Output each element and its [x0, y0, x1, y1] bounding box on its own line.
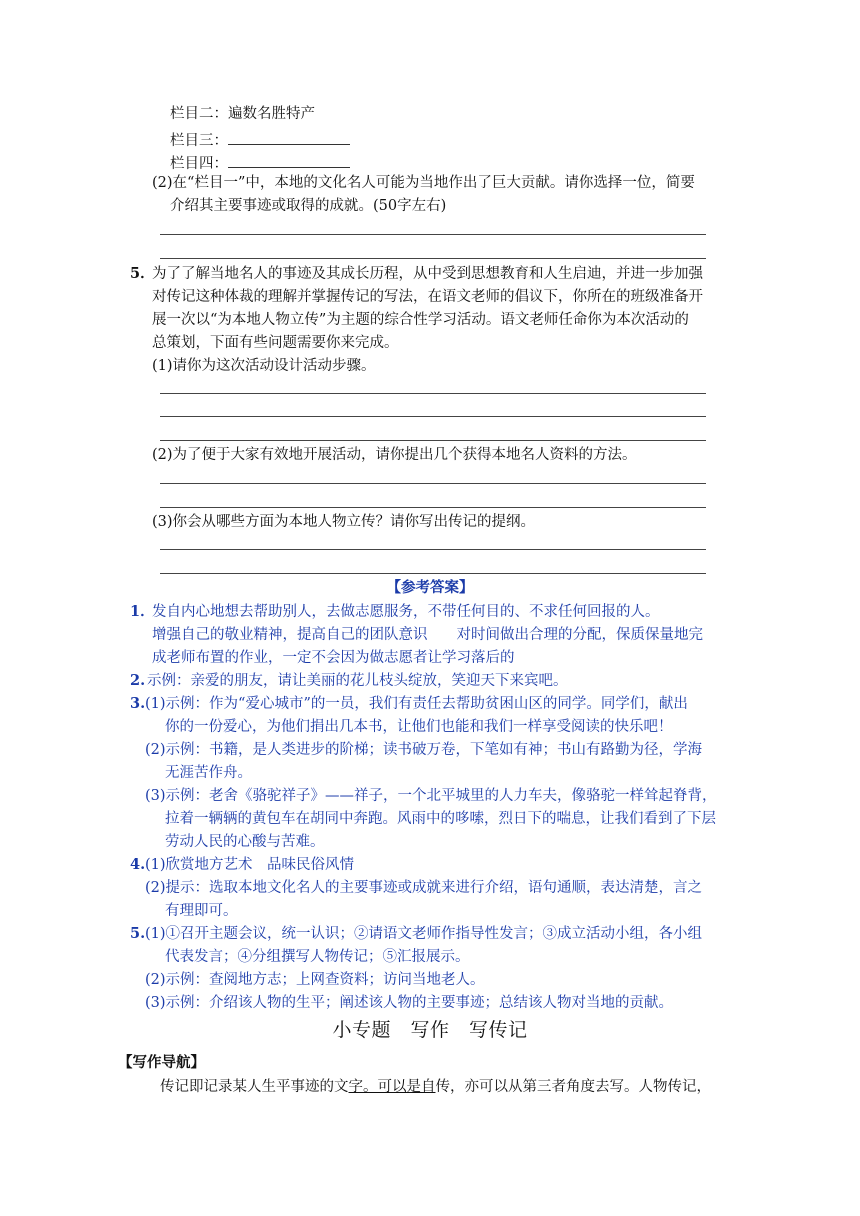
answers-heading: 【参考答案】: [386, 579, 474, 596]
answer-line[interactable]: [160, 507, 706, 508]
answer-4-2-line2: 有理即可。: [165, 903, 238, 919]
answer-1-line1: 发自内心地想去帮助别人，去做志愿服务，不带任何目的、不求任何回报的人。: [152, 604, 660, 620]
answer-3-3-line1: (3)示例：老舍《骆驼祥子》——祥子，一个北平城里的人力车夫，像骆驼一样耸起脊背，: [145, 788, 717, 804]
q5-sub3: (3)你会从哪些方面为本地人物立传？请你写出传记的提纲。: [152, 514, 536, 530]
answer-3-3-line3: 劳动人民的心酸与苦难。: [165, 834, 325, 850]
column-three-blank[interactable]: [228, 130, 350, 145]
column-three-line: [170, 130, 350, 151]
q5-line4: 总策划，下面有些问题需要你来完成。: [152, 335, 399, 351]
answer-3-number: 3.: [130, 695, 146, 712]
answer-line[interactable]: [160, 393, 706, 394]
answer-line[interactable]: [160, 234, 706, 235]
answer-line[interactable]: [160, 549, 706, 550]
answer-3-3-line2: 拉着一辆辆的黄包车在胡同中奔跑。风雨中的哆嗦，烈日下的喘息，让我们看到了下层: [165, 811, 716, 827]
answer-3-2-line1: (2)示例：书籍，是人类进步的阶梯；读书破万卷，下笔如有神；书山有路勤为径，学海: [145, 742, 703, 758]
guide-text-part1: 传记即记录某人生平事迹的文: [160, 1079, 349, 1095]
q5-line3: 展一次以“为本地人物立传”为主题的综合性学习活动。语文老师任命你为本次活动的: [152, 312, 689, 328]
column-four-line: [170, 153, 350, 174]
answer-2-number: 2.: [130, 672, 146, 689]
answer-5-1-line1: (1)①召开主题会议，统一认识；②请语文老师作指导性发言；③成立活动小组，各小组: [145, 926, 703, 942]
q5-sub1: (1)请你为这次活动设计活动步骤。: [152, 358, 376, 374]
answer-3-2-line2: 无涯苦作舟。: [165, 765, 252, 781]
answer-2: 示例：亲爱的朋友，请让美丽的花儿枝头绽放，笑迎天下来宾吧。: [147, 673, 568, 689]
answer-line[interactable]: [160, 483, 706, 484]
q4-sub2-line1: (2)在“栏目一”中，本地的文化名人可能为当地作出了巨大贡献。请你选择一位，简要: [152, 175, 695, 191]
guide-text-part2: 传，亦可以从第三者角度去写。人物传记，: [435, 1079, 711, 1095]
q5-line1: 为了了解当地名人的事迹及其成长历程，从中受到思想教育和人生启迪，并进一步加强: [152, 266, 703, 282]
guide-text-underlined: 字。可以是自: [348, 1079, 436, 1095]
q5-number: 5．: [130, 265, 155, 282]
answer-5-1-line2: 代表发言；④分组撰写人物传记；⑤汇报展示。: [165, 949, 470, 965]
answer-line[interactable]: [160, 416, 706, 417]
answer-4-number: 4.: [130, 856, 146, 873]
answer-1-line2: 增强自己的敬业精神，提高自己的团队意识 对时间做出合理的分配，保质保量地完: [152, 627, 703, 643]
answer-4-1: (1)欣赏地方艺术 品味民俗风情: [145, 857, 355, 873]
answer-5-number: 5.: [130, 925, 146, 942]
q5-sub2: (2)为了便于大家有效地开展活动，请你提出几个获得本地名人资料的方法。: [152, 447, 637, 463]
answer-line[interactable]: [160, 440, 706, 441]
answer-3-1-line2: 你的一份爱心，为他们捐出几本书，让他们也能和我们一样享受阅读的快乐吧！: [165, 719, 673, 735]
answer-1-number: 1．: [130, 603, 155, 620]
q4-sub2-line2: 介绍其主要事迹或取得的成就。(50字左右): [170, 198, 447, 214]
section-title: 小专题 写作 写传记: [332, 1019, 528, 1041]
column-four-label: 栏目四：: [170, 156, 228, 172]
answer-5-2: (2)示例：查阅地方志；上网查资料；访问当地老人。: [145, 972, 485, 988]
q5-line2: 对传记这种体裁的理解并掌握传记的写法，在语文老师的倡议下，你所在的班级准备开: [152, 289, 703, 305]
writing-guide-paragraph: [160, 1077, 711, 1097]
answer-5-3: (3)示例：介绍该人物的生平；阐述该人物的主要事迹；总结该人物对当地的贡献。: [145, 995, 674, 1011]
answer-1-line3: 成老师布置的作业，一定不会因为做志愿者让学习落后的: [152, 650, 515, 666]
answer-line[interactable]: [160, 258, 706, 259]
column-three-label: 栏目三：: [170, 133, 228, 149]
writing-guide-heading: 【写作导航】: [118, 1054, 205, 1071]
answer-4-2-line1: (2)提示：选取本地文化名人的主要事迹或成就来进行介绍，语句通顺，表达清楚，言之: [145, 880, 703, 896]
column-four-blank[interactable]: [228, 153, 350, 168]
answer-3-1-line1: (1)示例：作为“爱心城市”的一员，我们有责任去帮助贫困山区的同学。同学们，献出: [145, 696, 688, 712]
column-two-line: 栏目二：遍数名胜特产: [170, 106, 315, 122]
answer-line[interactable]: [160, 573, 706, 574]
